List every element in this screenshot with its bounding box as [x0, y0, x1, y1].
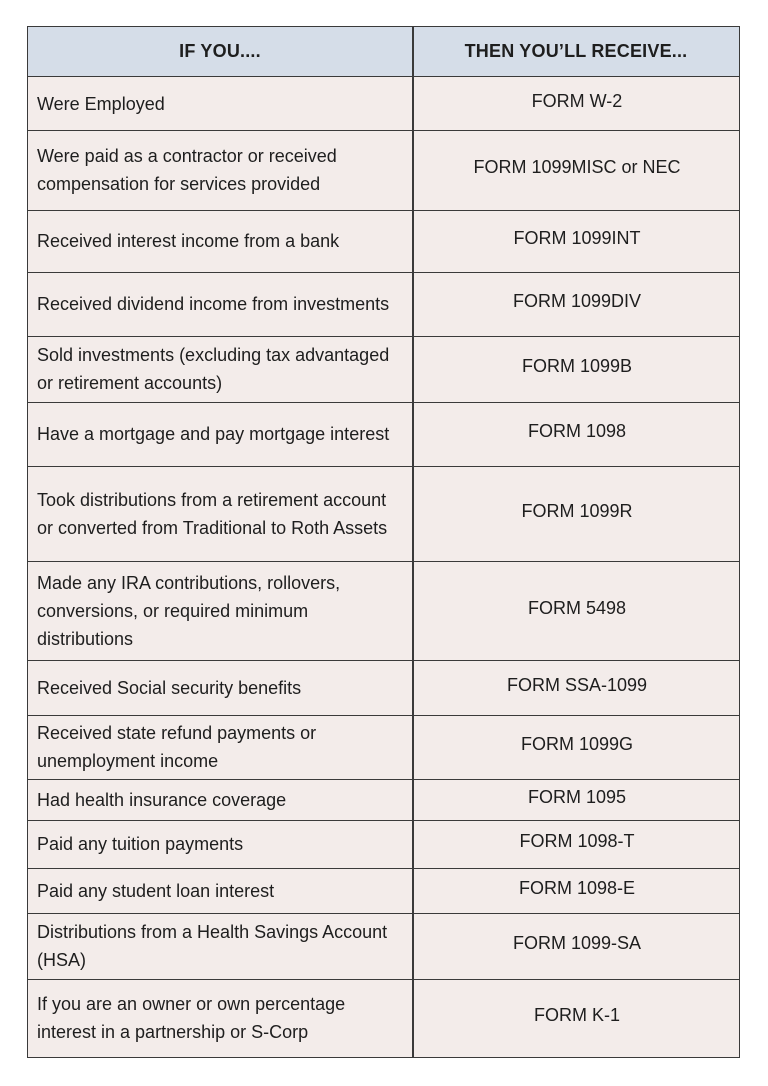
form-cell: FORM 1098 — [527, 421, 627, 441]
condition-cell: Took distributions from a retirement account or converted from Traditional to Roth Assets — [37, 489, 388, 538]
condition-cell: Have a mortgage and pay mortgage interest — [37, 424, 390, 444]
condition-cell: Distributions from a Health Savings Account (HSA) — [37, 922, 388, 970]
form-cell: FORM 1099MISC or NEC — [473, 157, 681, 177]
condition-cell: Paid any tuition payments — [37, 834, 244, 854]
condition-cell: Received state refund payments or unemployment income — [37, 723, 317, 771]
table-row — [28, 979, 739, 1057]
table-row — [28, 913, 739, 979]
condition-cell: If you are an owner or own percentage interest in a partnership or S-Corp — [37, 994, 346, 1042]
form-cell: FORM K-1 — [533, 1005, 620, 1025]
table-row — [28, 820, 739, 868]
header-then-receive: THEN YOU’LL RECEIVE... — [464, 40, 688, 61]
table-row — [28, 561, 739, 660]
condition-cell: Were Employed — [37, 93, 165, 114]
form-cell: FORM 1099G — [520, 734, 634, 754]
form-cell: FORM 1099DIV — [512, 291, 642, 311]
table-row — [28, 336, 739, 402]
table-row — [28, 77, 739, 130]
column-divider — [412, 27, 414, 1057]
condition-cell: Had health insurance coverage — [37, 789, 287, 810]
condition-cell: Were paid as a contractor or received compensation for services provided — [37, 146, 337, 194]
form-cell: FORM 1098-E — [518, 877, 636, 898]
table-header — [28, 27, 739, 77]
form-cell: FORM 1098-T — [519, 831, 635, 851]
form-cell: FORM 1099R — [521, 500, 633, 521]
condition-cell: Paid any student loan interest — [37, 880, 275, 901]
condition-cell: Sold investments (excluding tax advantaged or retirement accounts) — [37, 345, 390, 393]
form-cell: FORM 1099INT — [513, 228, 641, 248]
table-row — [28, 868, 739, 913]
table-row — [28, 272, 739, 336]
table-row — [28, 130, 739, 210]
table-row — [28, 660, 739, 715]
form-cell: FORM W-2 — [531, 90, 623, 111]
condition-cell: Made any IRA contributions, rollovers, conversions, or required minimum distributions — [37, 572, 341, 649]
header-if-you: IF YOU.... — [179, 40, 261, 61]
form-cell: FORM 1099B — [521, 356, 633, 376]
tax-forms-table — [27, 26, 740, 1058]
form-cell: FORM 5498 — [527, 597, 627, 618]
table-row — [28, 779, 739, 820]
form-cell: FORM SSA-1099 — [506, 674, 648, 695]
table-row — [28, 210, 739, 272]
table-row — [28, 715, 739, 779]
condition-cell: Received interest income from a bank — [37, 231, 340, 251]
table-row — [28, 466, 739, 561]
form-cell: FORM 1099-SA — [512, 933, 642, 953]
form-cell: FORM 1095 — [527, 786, 627, 807]
table-row — [28, 402, 739, 466]
condition-cell: Received Social security benefits — [37, 677, 302, 698]
condition-cell: Received dividend income from investments — [37, 294, 390, 314]
